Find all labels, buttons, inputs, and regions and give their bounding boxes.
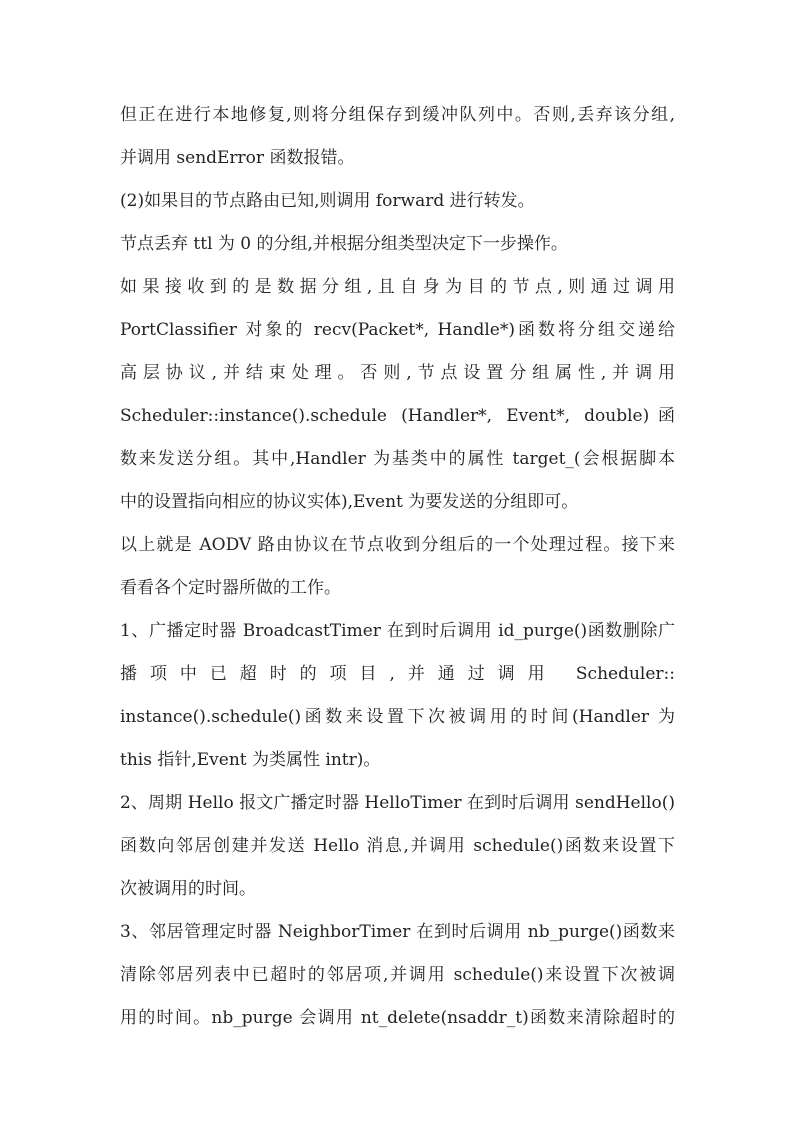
text-line: 并调用 sendError 函数报错。 [120,148,355,168]
text-line: 以上就是 AODV 路由协议在节点收到分组后的一个处理过程。接下来 [120,535,675,555]
document-page [120,94,675,1040]
text-line: 3、邻居管理定时器 NeighborTimer 在到时后调用 nb_purge()函数来 [120,922,675,942]
text-line: PortClassifier 对象的 recv(Packet*, Handle*)函数将分组交递给 [120,320,675,340]
text-line: Scheduler::instance().schedule (Handler*, Event*, double)函 [120,406,675,426]
text-line: 节点丢弃 ttl 为 0 的分组,并根据分组类型决定下一步操作。 [120,234,568,254]
text-line: 清除邻居列表中已超时的邻居项,并调用 schedule()来设置下次被调 [120,965,675,985]
text-line: 中的设置指向相应的协议实体),Event 为要发送的分组即可。 [120,492,579,512]
text-line: 1、广播定时器 BroadcastTimer 在到时后调用 id_purge()函数删除广 [120,621,675,641]
text-line: (2)如果目的节点路由已知,则调用 forward 进行转发。 [120,191,535,211]
text-line: 但正在进行本地修复,则将分组保存到缓冲队列中。否则,丢弃该分组, [120,105,675,125]
text-line: 数来发送分组。其中,Handler 为基类中的属性 target_(会根据脚本 [120,449,675,469]
text-line: 2、周期 Hello 报文广播定时器 HelloTimer 在到时后调用 sendHello() [120,793,675,813]
text-line: instance().schedule()函数来设置下次被调用的时间(Handler 为 [120,707,675,727]
text-line: 播项中已超时的项目,并通过调用 Scheduler:: [120,664,675,684]
text-line: 如果接收到的是数据分组,且自身为目的节点,则通过调用 [120,277,675,297]
text-line: 高层协议,并结束处理。否则,节点设置分组属性,并调用 [120,363,675,383]
text-line: 看看各个定时器所做的工作。 [120,578,341,598]
text-line: 次被调用的时间。 [120,879,256,899]
text-line: 函数向邻居创建并发送 Hello 消息,并调用 schedule()函数来设置下 [120,836,675,856]
text-line: this 指针,Event 为类属性 intr)。 [120,750,381,770]
text-line: 用的时间。nb_purge 会调用 nt_delete(nsaddr_t)函数来清除超时的 [120,1008,675,1028]
